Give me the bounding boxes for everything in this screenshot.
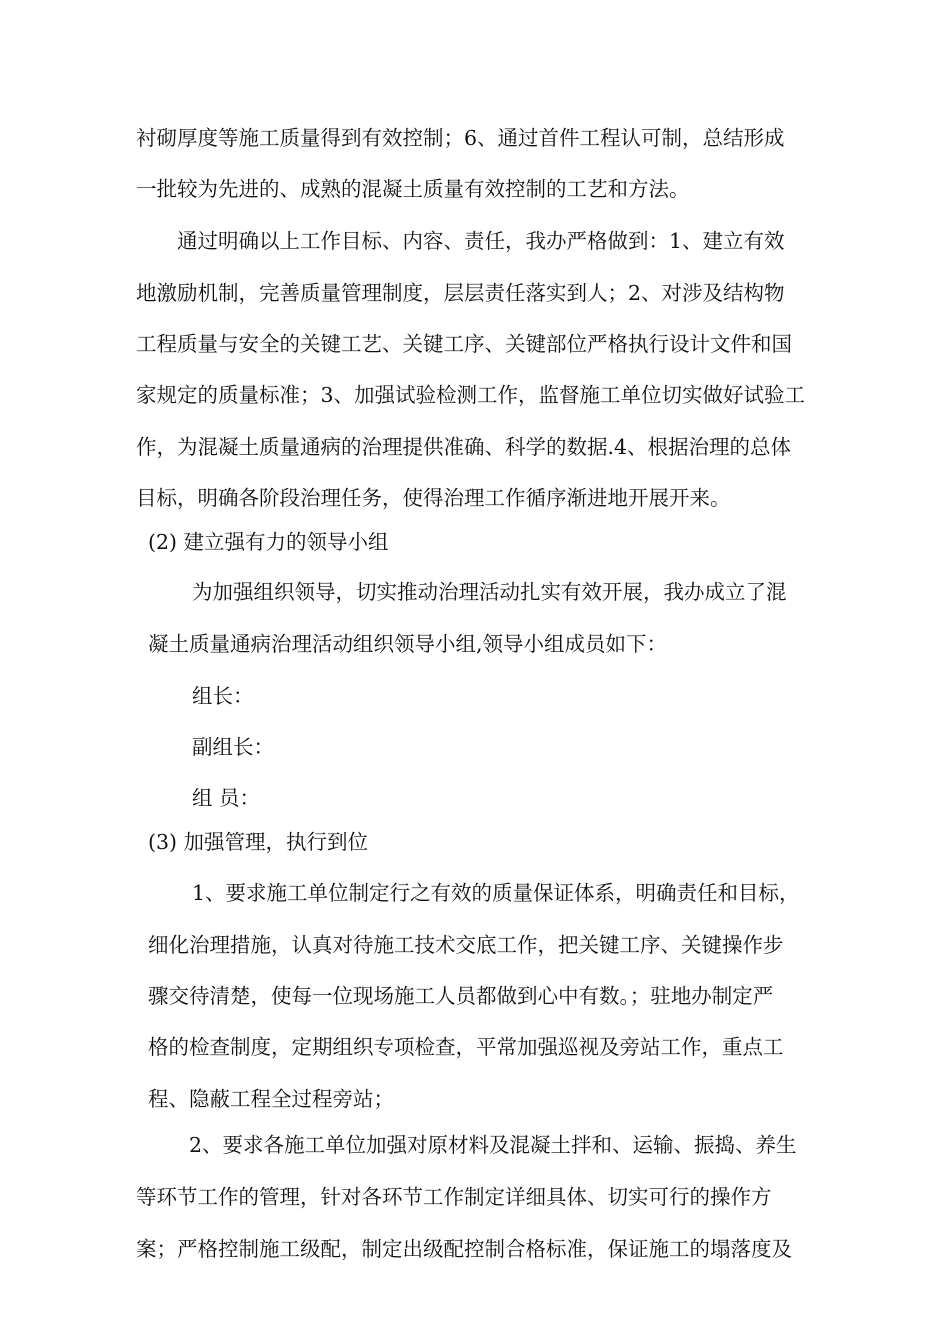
text-line: 程、隐蔽工程全过程旁站； (148, 1087, 394, 1111)
member-label-deputy: 副组长： (192, 735, 274, 759)
text-line: 格的检查制度，定期组织专项检查，平常加强巡视及旁站工作，重点工 (148, 1035, 784, 1059)
member-label-members: 组 员： (192, 786, 261, 810)
member-label-leader: 组长： (192, 684, 254, 708)
text-line: 目标，明确各阶段治理任务，使得治理工作循序渐进地开展开来。 (136, 486, 731, 510)
text-line: 家规定的质量标准；3、加强试验检测工作，监督施工单位切实做好试验工 (136, 383, 806, 407)
text-line: 地激励机制，完善质量管理制度，层层责任落实到人；2、对涉及结构物 (136, 281, 785, 305)
text-line: 细化治理措施，认真对待施工技术交底工作，把关键工序、关键操作步 (148, 933, 784, 957)
text-line: 1、要求施工单位制定行之有效的质量保证体系，明确责任和目标， (192, 881, 800, 905)
text-line: 作，为混凝土质量通病的治理提供准确、科学的数据.4、根据治理的总体 (136, 435, 792, 459)
text-line: 一批较为先进的、成熟的混凝土质量有效控制的工艺和方法。 (136, 177, 690, 201)
text-line: 等环节工作的管理，针对各环节工作制定详细具体、切实可行的操作方 (136, 1185, 772, 1209)
text-line: 通过明确以上工作目标、内容、责任，我办严格做到：1、建立有效 (177, 229, 785, 253)
text-line: 2、要求各施工单位加强对原材料及混凝土拌和、运输、振捣、养生 (189, 1133, 797, 1157)
text-line: 为加强组织领导，切实推动治理活动扎实有效开展，我办成立了混 (192, 580, 787, 604)
text-line: 凝土质量通病治理活动组织领导小组,领导小组成员如下： (148, 632, 668, 656)
text-line: 衬砌厚度等施工质量得到有效控制；6、通过首件工程认可制，总结形成 (136, 126, 785, 150)
text-line: 案；严格控制施工级配，制定出级配控制合格标准，保证施工的塌落度及 (136, 1237, 792, 1261)
text-line: 骤交待清楚，使每一位现场施工人员都做到心中有数。；驻地办制定严 (148, 984, 774, 1008)
section-heading: (2) 建立强有力的领导小组 (148, 530, 389, 554)
section-heading: (3) 加强管理，执行到位 (148, 830, 369, 854)
text-line: 工程质量与安全的关键工艺、关键工序、关键部位严格执行设计文件和国 (136, 332, 792, 356)
